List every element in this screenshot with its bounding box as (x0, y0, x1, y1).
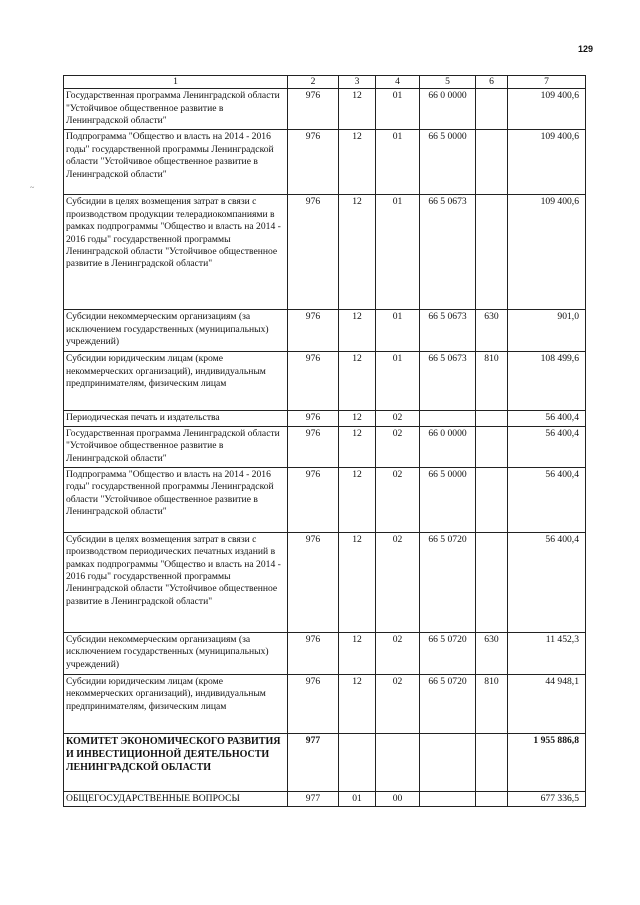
row-subsection: 01 (376, 89, 420, 130)
table-row (64, 352, 586, 411)
row-target-article: 66 5 0673 (420, 310, 476, 352)
row-section: 12 (339, 310, 376, 352)
row-ministry-code: 976 (288, 310, 339, 352)
row-amount: 108 499,6 (508, 352, 586, 411)
row-amount: 901,0 (508, 310, 586, 352)
row-ministry-code: 976 (288, 195, 339, 310)
row-ministry-code: 977 (288, 791, 339, 806)
row-ministry-code: 976 (288, 130, 339, 195)
header-cell: 2 (288, 76, 339, 89)
row-subsection: 01 (376, 130, 420, 195)
row-expense-type (476, 130, 508, 195)
row-amount: 56 400,4 (508, 467, 586, 532)
header-cell: 6 (476, 76, 508, 89)
row-name: Субсидии юридическим лицам (кроме некоммерческих организаций), индивидуальным предпринимателям, физическим лицам (64, 352, 288, 411)
row-section: 12 (339, 352, 376, 411)
row-ministry-code: 977 (288, 733, 339, 791)
row-section (339, 733, 376, 791)
row-amount: 56 400,4 (508, 411, 586, 426)
row-expense-type: 810 (476, 674, 508, 733)
row-subsection: 02 (376, 467, 420, 532)
row-expense-type (476, 426, 508, 467)
row-section: 12 (339, 674, 376, 733)
row-expense-type: 630 (476, 632, 508, 674)
row-target-article: 66 0 0000 (420, 426, 476, 467)
row-subsection: 02 (376, 411, 420, 426)
table-row (64, 89, 586, 130)
header-cell: 5 (420, 76, 476, 89)
row-subsection: 02 (376, 674, 420, 733)
row-amount: 11 452,3 (508, 632, 586, 674)
table-row (64, 674, 586, 733)
row-amount: 56 400,4 (508, 532, 586, 632)
row-name: Подпрограмма "Общество и власть на 2014 - 2016 годы" государственной программы Ленинградской области "Устойчивое общественное развитие в Ленинградской области" (64, 467, 288, 532)
row-ministry-code: 976 (288, 426, 339, 467)
row-section: 12 (339, 195, 376, 310)
row-subsection: 01 (376, 195, 420, 310)
table-row (64, 426, 586, 467)
row-target-article: 66 5 0000 (420, 467, 476, 532)
row-expense-type (476, 195, 508, 310)
row-name: Субсидии в целях возмещения затрат в связи с производством продукции телерадиокомпаниями в рамках подпрограммы "Общество и власть на 2014 - 2016 годы" государственной программы Ленинградской области "Устойчивое общественное развитие в Ленинградской области" (64, 195, 288, 310)
row-name: Государственная программа Ленинградской области "Устойчивое общественное развитие в Ленинградской области" (64, 89, 288, 130)
row-section: 12 (339, 411, 376, 426)
row-subsection: 00 (376, 791, 420, 806)
row-section: 12 (339, 467, 376, 532)
row-section: 12 (339, 426, 376, 467)
row-ministry-code: 976 (288, 467, 339, 532)
header-cell: 7 (508, 76, 586, 89)
row-ministry-code: 976 (288, 411, 339, 426)
scan-artifact: ~ (30, 183, 35, 192)
row-target-article: 66 5 0720 (420, 532, 476, 632)
row-expense-type: 630 (476, 310, 508, 352)
row-section: 12 (339, 130, 376, 195)
row-ministry-code: 976 (288, 89, 339, 130)
row-name: Субсидии некоммерческим организациям (за исключением государственных (муниципальных) учреждений) (64, 632, 288, 674)
row-amount: 44 948,1 (508, 674, 586, 733)
row-expense-type (476, 532, 508, 632)
row-name: Субсидии в целях возмещения затрат в связи с производством периодических печатных изданий в рамках подпрограммы "Общество и власть на 2014 - 2016 годы" государственной программы Ленинградской области "Устойчивое общественное развитие в Ленинградской области" (64, 532, 288, 632)
table-row (64, 532, 586, 632)
page-number: 129 (578, 44, 594, 54)
row-subsection: 02 (376, 632, 420, 674)
row-amount: 109 400,6 (508, 195, 586, 310)
row-subsection (376, 733, 420, 791)
table-header-row (64, 76, 586, 89)
row-name: Государственная программа Ленинградской области "Устойчивое общественное развитие в Ленинградской области" (64, 426, 288, 467)
row-target-article: 66 5 0000 (420, 130, 476, 195)
table-row (64, 733, 586, 791)
row-name: КОМИТЕТ ЭКОНОМИЧЕСКОГО РАЗВИТИЯ И ИНВЕСТИЦИОННОЙ ДЕЯТЕЛЬНОСТИ ЛЕНИНГРАДСКОЙ ОБЛАСТИ (64, 733, 288, 791)
row-ministry-code: 976 (288, 632, 339, 674)
row-target-article: 66 5 0673 (420, 352, 476, 411)
row-subsection: 02 (376, 532, 420, 632)
row-target-article: 66 5 0720 (420, 674, 476, 733)
header-cell: 3 (339, 76, 376, 89)
row-target-article: 66 5 0673 (420, 195, 476, 310)
table-row (64, 791, 586, 806)
row-target-article (420, 733, 476, 791)
row-expense-type (476, 467, 508, 532)
row-subsection: 01 (376, 310, 420, 352)
table-row (64, 130, 586, 195)
header-cell: 1 (64, 76, 288, 89)
row-expense-type (476, 791, 508, 806)
row-name: Субсидии некоммерческим организациям (за исключением государственных (муниципальных) учреждений) (64, 310, 288, 352)
row-ministry-code: 976 (288, 674, 339, 733)
row-subsection: 01 (376, 352, 420, 411)
row-name: ОБЩЕГОСУДАРСТВЕННЫЕ ВОПРОСЫ (64, 791, 288, 806)
row-amount: 56 400,4 (508, 426, 586, 467)
row-name: Периодическая печать и издательства (64, 411, 288, 426)
table-body (64, 76, 586, 807)
row-amount: 1 955 886,8 (508, 733, 586, 791)
row-section: 12 (339, 532, 376, 632)
row-amount: 677 336,5 (508, 791, 586, 806)
table-row (64, 310, 586, 352)
row-subsection: 02 (376, 426, 420, 467)
row-expense-type (476, 733, 508, 791)
row-expense-type (476, 89, 508, 130)
row-name: Подпрограмма "Общество и власть на 2014 - 2016 годы" государственной программы Ленинградской области "Устойчивое общественное развитие в Ленинградской области" (64, 130, 288, 195)
row-ministry-code: 976 (288, 532, 339, 632)
table-row (64, 632, 586, 674)
budget-table (63, 75, 586, 807)
row-amount: 109 400,6 (508, 130, 586, 195)
row-target-article (420, 411, 476, 426)
row-section: 12 (339, 89, 376, 130)
table-row (64, 411, 586, 426)
header-cell: 4 (376, 76, 420, 89)
row-ministry-code: 976 (288, 352, 339, 411)
row-section: 12 (339, 632, 376, 674)
table-row (64, 467, 586, 532)
row-expense-type: 810 (476, 352, 508, 411)
row-name: Субсидии юридическим лицам (кроме некоммерческих организаций), индивидуальным предпринимателям, физическим лицам (64, 674, 288, 733)
row-target-article (420, 791, 476, 806)
row-target-article: 66 0 0000 (420, 89, 476, 130)
table-row (64, 195, 586, 310)
row-expense-type (476, 411, 508, 426)
row-section: 01 (339, 791, 376, 806)
row-target-article: 66 5 0720 (420, 632, 476, 674)
row-amount: 109 400,6 (508, 89, 586, 130)
